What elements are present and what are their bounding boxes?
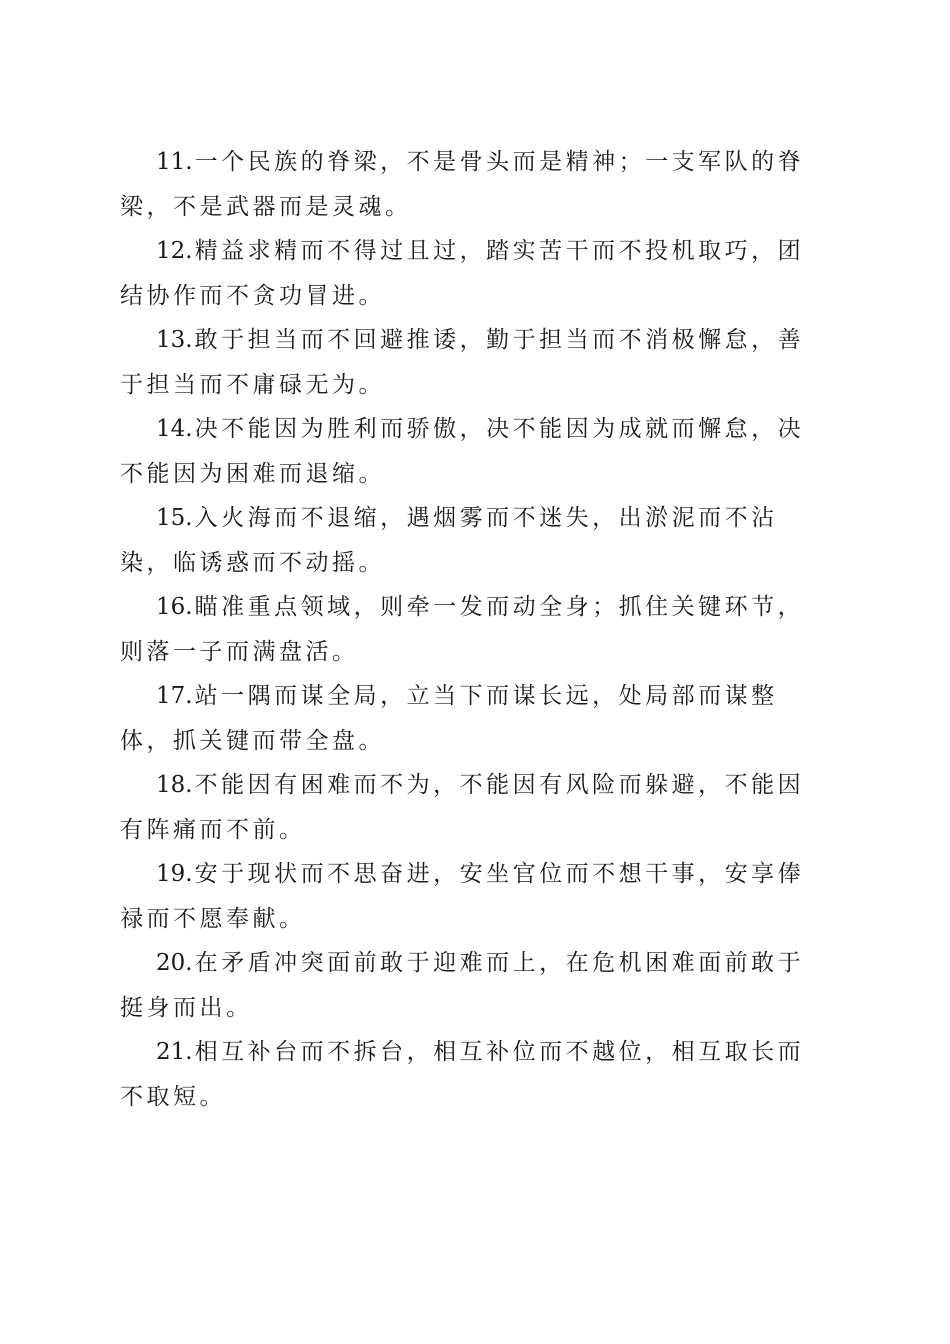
paragraph-text: 在矛盾冲突面前敢于迎难而上，在危机困难面前敢于挺身而出。 [120, 950, 805, 1021]
paragraph-text: 入火海而不退缩，遇烟雾而不迷失，出淤泥而不沾染，临诱惑而不动摇。 [120, 505, 778, 576]
paragraph-text: 站一隅而谋全局，立当下而谋长远，处局部而谋整体，抓关键而带全盘。 [120, 683, 778, 754]
paragraph-text: 决不能因为胜利而骄傲，决不能因为成就而懈怠，决不能因为困难而退缩。 [120, 416, 805, 487]
paragraph-number: 19. [156, 861, 193, 887]
paragraph-12 [120, 229, 830, 318]
paragraph-number: 15. [156, 505, 193, 531]
document-body [120, 140, 830, 1119]
paragraph-number: 11. [156, 149, 193, 175]
paragraph-11 [120, 140, 830, 229]
paragraph-text: 安于现状而不思奋进，安坐官位而不想干事，安享俸禄而不愿奉献。 [120, 861, 805, 932]
paragraph-number: 14. [156, 416, 193, 442]
paragraph-14 [120, 407, 830, 496]
paragraph-number: 20. [156, 950, 193, 976]
paragraph-text: 相互补台而不拆台，相互补位而不越位，相互取长而不取短。 [120, 1039, 805, 1110]
paragraph-text: 瞄准重点领域，则牵一发而动全身；抓住关键环节，则落一子而满盘活。 [120, 594, 805, 665]
paragraph-21 [120, 1030, 830, 1119]
paragraph-17 [120, 674, 830, 763]
paragraph-text: 敢于担当而不回避推诿，勤于担当而不消极懈怠，善于担当而不庸碌无为。 [120, 327, 805, 398]
paragraph-20 [120, 941, 830, 1030]
paragraph-19 [120, 852, 830, 941]
paragraph-text: 一个民族的脊梁，不是骨头而是精神；一支军队的脊梁，不是武器而是灵魂。 [120, 149, 805, 220]
paragraph-number: 16. [156, 594, 193, 620]
paragraph-13 [120, 318, 830, 407]
paragraph-text: 不能因有困难而不为，不能因有风险而躲避，不能因有阵痛而不前。 [120, 772, 805, 843]
paragraph-number: 13. [156, 327, 193, 353]
paragraph-15 [120, 496, 830, 585]
paragraph-number: 21. [156, 1039, 193, 1065]
paragraph-text: 精益求精而不得过且过，踏实苦干而不投机取巧，团结协作而不贪功冒进。 [120, 238, 805, 309]
paragraph-number: 12. [156, 238, 193, 264]
paragraph-number: 18. [156, 772, 193, 798]
paragraph-18 [120, 763, 830, 852]
paragraph-16 [120, 585, 830, 674]
paragraph-number: 17. [156, 683, 193, 709]
